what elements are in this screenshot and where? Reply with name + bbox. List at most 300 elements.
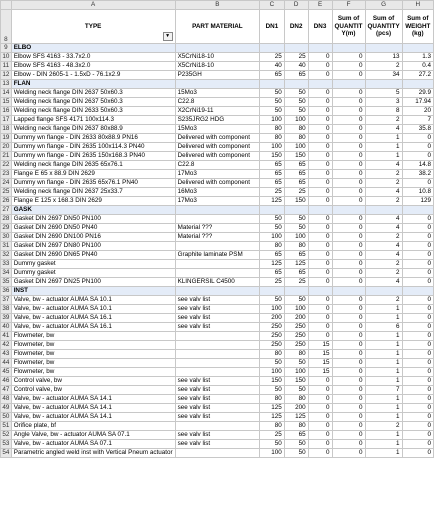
dn1-cell[interactable]: 100 xyxy=(260,368,285,377)
dn3-cell[interactable]: 0 xyxy=(308,98,332,107)
sum-quantity-pcs-cell[interactable]: 2 xyxy=(365,197,402,206)
part-material-cell[interactable]: see valv list xyxy=(175,314,260,323)
sum-quantity-m-cell[interactable]: 0 xyxy=(332,359,365,368)
sum-weight-cell[interactable] xyxy=(402,206,433,215)
dn3-cell[interactable]: 0 xyxy=(308,422,332,431)
type-cell[interactable]: Control valve, bw xyxy=(11,377,175,386)
sum-quantity-m-cell[interactable]: 0 xyxy=(332,125,365,134)
row-number[interactable]: 25 xyxy=(2,188,10,195)
type-cell[interactable]: Gasket DIN 2690 DN100 PN16 xyxy=(11,233,175,242)
sum-quantity-pcs-cell[interactable]: 1 xyxy=(365,404,402,413)
dn2-cell[interactable]: 65 xyxy=(284,431,308,440)
sum-quantity-pcs-cell[interactable]: 4 xyxy=(365,188,402,197)
sum-weight-cell[interactable]: 35.8 xyxy=(402,125,433,134)
sum-quantity-m-cell[interactable]: 0 xyxy=(332,224,365,233)
sum-quantity-m-cell[interactable]: 0 xyxy=(332,350,365,359)
sum-quantity-m-cell[interactable]: 0 xyxy=(332,161,365,170)
dn1-cell[interactable] xyxy=(260,287,285,296)
sum-quantity-m-cell[interactable]: 0 xyxy=(332,431,365,440)
dn2-cell[interactable]: 50 xyxy=(284,386,308,395)
dn2-cell[interactable]: 250 xyxy=(284,341,308,350)
sum-quantity-pcs-cell[interactable]: 4 xyxy=(365,125,402,134)
type-cell[interactable]: Parametric angled weld inst with Vertical Pneum actuator xyxy=(11,449,175,458)
type-cell[interactable]: Flowmeter, bw xyxy=(11,332,175,341)
row-number[interactable]: 10 xyxy=(2,53,10,60)
sum-quantity-m-cell[interactable]: 0 xyxy=(332,305,365,314)
sum-weight-cell[interactable]: 0 xyxy=(402,368,433,377)
sum-quantity-pcs-cell[interactable]: 13 xyxy=(365,53,402,62)
row-number[interactable]: 20 xyxy=(2,143,10,150)
dn3-cell[interactable]: 0 xyxy=(308,188,332,197)
part-material-cell[interactable]: Delivered with component xyxy=(175,134,260,143)
row-number[interactable]: 9 xyxy=(1,44,12,53)
dn1-cell[interactable]: 50 xyxy=(260,98,285,107)
dn3-cell[interactable]: 0 xyxy=(308,125,332,134)
sum-quantity-m-cell[interactable]: 0 xyxy=(332,413,365,422)
dn3-cell[interactable]: 0 xyxy=(308,413,332,422)
part-material-cell[interactable]: 17Mo3 xyxy=(175,197,260,206)
part-material-cell[interactable] xyxy=(175,206,260,215)
dn1-cell[interactable] xyxy=(260,80,285,89)
dn1-cell[interactable]: 25 xyxy=(260,188,285,197)
dn3-cell[interactable]: 0 xyxy=(308,152,332,161)
part-material-cell[interactable]: see valv list xyxy=(175,395,260,404)
part-material-cell[interactable] xyxy=(175,287,260,296)
sum-quantity-m-cell[interactable]: 0 xyxy=(332,233,365,242)
sum-weight-cell[interactable]: 0 xyxy=(402,260,433,269)
dn2-cell[interactable]: 65 xyxy=(284,179,308,188)
type-cell[interactable]: Lapped flange SFS 4171 100x114.3 xyxy=(11,116,175,125)
dn1-cell[interactable]: 250 xyxy=(260,323,285,332)
dn3-cell[interactable] xyxy=(308,80,332,89)
column-header-d[interactable]: D xyxy=(284,1,308,10)
row-number[interactable]: 14 xyxy=(2,89,10,96)
type-cell[interactable]: Valve, bw - actuator AUMA SA 14.1 xyxy=(11,413,175,422)
dn1-cell[interactable]: 80 xyxy=(260,422,285,431)
sum-quantity-pcs-cell[interactable]: 4 xyxy=(365,224,402,233)
sum-weight-cell[interactable]: 0 xyxy=(402,323,433,332)
type-cell[interactable]: Welding neck flange DIN 2635 65x76.1 xyxy=(11,161,175,170)
dn1-cell[interactable]: 80 xyxy=(260,134,285,143)
sum-weight-cell[interactable]: 0 xyxy=(402,134,433,143)
sum-weight-cell[interactable] xyxy=(402,287,433,296)
sum-weight-cell[interactable]: 0 xyxy=(402,332,433,341)
sum-quantity-m-cell[interactable]: 0 xyxy=(332,53,365,62)
part-material-header[interactable]: PART MATERIAL xyxy=(175,10,260,44)
dn2-cell[interactable]: 65 xyxy=(284,161,308,170)
sum-quantity-m-cell[interactable] xyxy=(332,206,365,215)
sum-quantity-pcs-cell[interactable]: 1 xyxy=(365,449,402,458)
sum-weight-cell[interactable]: 0 xyxy=(402,440,433,449)
dn1-cell[interactable]: 100 xyxy=(260,143,285,152)
sum-quantity-pcs-cell[interactable]: 1 xyxy=(365,395,402,404)
type-cell[interactable]: Orifice plate, bf xyxy=(11,422,175,431)
sum-quantity-pcs-cell[interactable]: 1 xyxy=(365,152,402,161)
sum-weight-cell[interactable]: 17.94 xyxy=(402,98,433,107)
dn1-cell[interactable]: 250 xyxy=(260,332,285,341)
dn1-cell[interactable] xyxy=(260,206,285,215)
sum-weight-cell[interactable]: 1.3 xyxy=(402,53,433,62)
sum-quantity-m-cell[interactable]: 0 xyxy=(332,188,365,197)
dn1-cell[interactable]: 25 xyxy=(260,53,285,62)
sum-quantity-pcs-cell[interactable]: 4 xyxy=(365,161,402,170)
dn2-cell[interactable]: 50 xyxy=(284,215,308,224)
dn2-cell[interactable]: 65 xyxy=(284,251,308,260)
type-header-cell[interactable] xyxy=(11,10,175,44)
dn1-cell[interactable]: 65 xyxy=(260,161,285,170)
type-cell[interactable]: Flowmeter, bw xyxy=(11,359,175,368)
sum-quantity-pcs-cell[interactable]: 2 xyxy=(365,62,402,71)
dn3-cell[interactable]: 0 xyxy=(308,440,332,449)
row-number[interactable]: 43 xyxy=(2,350,10,357)
dn2-cell[interactable]: 50 xyxy=(284,296,308,305)
sum-quantity-m-cell[interactable]: 0 xyxy=(332,269,365,278)
dn1-cell[interactable]: 65 xyxy=(260,269,285,278)
dn1-cell[interactable]: 150 xyxy=(260,377,285,386)
dn2-cell[interactable] xyxy=(284,206,308,215)
sum-quantity-pcs-cell[interactable]: 1 xyxy=(365,368,402,377)
part-material-cell[interactable]: 16Mo3 xyxy=(175,188,260,197)
part-material-cell[interactable]: Delivered with component xyxy=(175,152,260,161)
part-material-cell[interactable] xyxy=(175,80,260,89)
dn2-cell[interactable]: 100 xyxy=(284,368,308,377)
sum-quantity-m-cell[interactable]: 0 xyxy=(332,107,365,116)
sum-weight-cell[interactable]: 27.2 xyxy=(402,71,433,80)
dn3-cell[interactable]: 0 xyxy=(308,107,332,116)
column-header-a[interactable]: A xyxy=(11,1,175,10)
sum-quantity-pcs-cell[interactable]: 1 xyxy=(365,413,402,422)
sum-weight-cell[interactable]: 0.4 xyxy=(402,62,433,71)
type-cell[interactable]: Valve, bw - actuator AUMA SA 10.1 xyxy=(11,296,175,305)
sum-weight-cell[interactable]: 10.8 xyxy=(402,188,433,197)
sum-weight-cell[interactable]: 0 xyxy=(402,386,433,395)
sum-quantity-m-cell[interactable]: 0 xyxy=(332,332,365,341)
sum-weight-cell[interactable]: 0 xyxy=(402,413,433,422)
type-cell[interactable]: Welding neck flange DIN 2637 50x60.3 xyxy=(11,89,175,98)
sum-weight-cell[interactable]: 0 xyxy=(402,377,433,386)
row-number[interactable]: 45 xyxy=(2,368,10,375)
row-number[interactable]: 28 xyxy=(2,215,10,222)
dn2-cell[interactable]: 80 xyxy=(284,350,308,359)
dn3-cell[interactable] xyxy=(308,287,332,296)
dn2-cell[interactable]: 25 xyxy=(284,53,308,62)
type-cell[interactable]: Control valve, bw xyxy=(11,386,175,395)
type-cell[interactable]: Dummy gasket xyxy=(11,260,175,269)
dn2-cell[interactable]: 200 xyxy=(284,404,308,413)
sum-weight-cell[interactable]: 7 xyxy=(402,116,433,125)
part-material-cell[interactable] xyxy=(175,44,260,53)
part-material-cell[interactable]: Material ??? xyxy=(175,224,260,233)
sum-quantity-m-cell[interactable]: 0 xyxy=(332,143,365,152)
row-number[interactable]: 22 xyxy=(2,161,10,168)
sum-quantity-m-cell[interactable]: 0 xyxy=(332,296,365,305)
sum-quantity-pcs-cell[interactable]: 34 xyxy=(365,71,402,80)
sum-weight-cell[interactable]: 0 xyxy=(402,233,433,242)
type-cell[interactable]: Welding neck flange DIN 2637 80x88.9 xyxy=(11,125,175,134)
sum-weight-cell[interactable]: 0 xyxy=(402,431,433,440)
dn2-cell[interactable]: 80 xyxy=(284,422,308,431)
row-number[interactable]: 13 xyxy=(2,80,10,87)
dn3-cell[interactable]: 0 xyxy=(308,395,332,404)
part-material-cell[interactable]: see valv list xyxy=(175,323,260,332)
type-cell[interactable]: Angle Valve, bw - actuator AUMA SA 07.1 xyxy=(11,431,175,440)
sum-quantity-m-cell[interactable] xyxy=(332,287,365,296)
dn3-cell[interactable] xyxy=(308,206,332,215)
type-cell[interactable]: Gasket DIN 2690 DN50 PN40 xyxy=(11,224,175,233)
dn2-cell[interactable]: 80 xyxy=(284,125,308,134)
part-material-cell[interactable]: see valv list xyxy=(175,440,260,449)
row-number[interactable]: 48 xyxy=(2,395,10,402)
sum-quantity-m-cell[interactable]: 0 xyxy=(332,368,365,377)
dn2-cell[interactable]: 150 xyxy=(284,152,308,161)
part-material-cell[interactable]: C22.8 xyxy=(175,98,260,107)
dn3-cell[interactable]: 0 xyxy=(308,89,332,98)
sum-weight-header[interactable]: Sum of WEIGHT (kg) xyxy=(402,10,433,44)
sum-weight-cell[interactable]: 0 xyxy=(402,278,433,287)
dn1-cell[interactable]: 50 xyxy=(260,359,285,368)
sum-quantity-m-cell[interactable]: 0 xyxy=(332,170,365,179)
dn3-cell[interactable]: 0 xyxy=(308,197,332,206)
type-cell[interactable]: Dummy wn flange - DIN 2635 100x114.3 PN40 xyxy=(11,143,175,152)
part-material-cell[interactable] xyxy=(175,359,260,368)
sum-quantity-pcs-cell[interactable]: 3 xyxy=(365,98,402,107)
dn1-cell[interactable]: 125 xyxy=(260,260,285,269)
type-cell[interactable]: Valve, bw - actuator AUMA SA 14.1 xyxy=(11,395,175,404)
sum-weight-cell[interactable]: 129 xyxy=(402,197,433,206)
dn3-cell[interactable]: 15 xyxy=(308,359,332,368)
dn3-cell[interactable]: 0 xyxy=(308,242,332,251)
type-cell[interactable]: Dummy wn flange - DIN 2635 65x76.1 PN40 xyxy=(11,179,175,188)
sum-quantity-m-cell[interactable]: 0 xyxy=(332,395,365,404)
sum-weight-cell[interactable] xyxy=(402,44,433,53)
row-number[interactable]: 54 xyxy=(2,449,10,456)
dn2-cell[interactable]: 200 xyxy=(284,314,308,323)
type-cell[interactable]: Flowmeter, bw xyxy=(11,341,175,350)
row-number[interactable]: 18 xyxy=(2,125,10,132)
row-number[interactable]: 40 xyxy=(2,323,10,330)
dn3-cell[interactable]: 15 xyxy=(308,341,332,350)
sum-quantity-pcs-cell[interactable]: 1 xyxy=(365,143,402,152)
sum-quantity-m-cell[interactable]: 0 xyxy=(332,242,365,251)
sum-weight-cell[interactable]: 0 xyxy=(402,242,433,251)
type-cell[interactable]: Valve, bw - actuator AUMA SA 16.1 xyxy=(11,314,175,323)
part-material-cell[interactable] xyxy=(175,449,260,458)
part-material-cell[interactable]: X5CrNi18-10 xyxy=(175,62,260,71)
sum-quantity-pcs-cell[interactable]: 4 xyxy=(365,278,402,287)
column-header-e[interactable]: E xyxy=(308,1,332,10)
part-material-cell[interactable]: 15Mo3 xyxy=(175,125,260,134)
sum-weight-cell[interactable] xyxy=(402,80,433,89)
sum-weight-cell[interactable]: 14.8 xyxy=(402,161,433,170)
dn2-cell[interactable]: 25 xyxy=(284,278,308,287)
dn3-cell[interactable]: 0 xyxy=(308,71,332,80)
sum-weight-cell[interactable]: 0 xyxy=(402,350,433,359)
part-material-cell[interactable]: see valv list xyxy=(175,305,260,314)
sum-quantity-m-cell[interactable]: 0 xyxy=(332,152,365,161)
sum-quantity-pcs-cell[interactable]: 2 xyxy=(365,260,402,269)
type-cell[interactable]: Dummy wn flange - DIN 2635 150x168.3 PN40 xyxy=(11,152,175,161)
sum-quantity-m-cell[interactable]: 0 xyxy=(332,449,365,458)
dn2-cell[interactable]: 250 xyxy=(284,323,308,332)
dn1-cell[interactable]: 50 xyxy=(260,386,285,395)
part-material-cell[interactable]: 15Mo3 xyxy=(175,89,260,98)
sum-weight-cell[interactable]: 0 xyxy=(402,251,433,260)
sum-weight-cell[interactable]: 0 xyxy=(402,269,433,278)
dn2-header[interactable]: DN2 xyxy=(284,10,308,44)
type-cell[interactable]: Elbow SFS 4163 - 33.7x2.0 xyxy=(11,53,175,62)
sum-quantity-pcs-cell[interactable]: 2 xyxy=(365,422,402,431)
row-number[interactable]: 19 xyxy=(2,134,10,141)
part-material-cell[interactable]: see valv list xyxy=(175,386,260,395)
sum-quantity-pcs-cell[interactable]: 1 xyxy=(365,359,402,368)
sum-quantity-m-cell[interactable]: 0 xyxy=(332,98,365,107)
filter-dropdown-icon[interactable]: ▼ xyxy=(163,32,173,41)
part-material-cell[interactable]: see valv list xyxy=(175,404,260,413)
dn2-cell[interactable]: 150 xyxy=(284,377,308,386)
sum-weight-cell[interactable]: 0 xyxy=(402,296,433,305)
row-number[interactable]: 31 xyxy=(2,242,10,249)
sum-weight-cell[interactable]: 0 xyxy=(402,179,433,188)
dn2-cell[interactable] xyxy=(284,80,308,89)
row-number[interactable]: 26 xyxy=(2,197,10,204)
sum-quantity-m-cell[interactable]: 0 xyxy=(332,116,365,125)
sum-quantity-m-cell[interactable]: 0 xyxy=(332,278,365,287)
row-number[interactable]: 38 xyxy=(2,305,10,312)
dn1-cell[interactable]: 100 xyxy=(260,116,285,125)
dn1-cell[interactable]: 65 xyxy=(260,251,285,260)
row-number[interactable]: 47 xyxy=(2,386,10,393)
row-number[interactable]: 21 xyxy=(2,152,10,159)
dn2-cell[interactable]: 50 xyxy=(284,107,308,116)
type-cell[interactable]: Valve, bw - actuator AUMA SA 10.1 xyxy=(11,305,175,314)
part-material-cell[interactable] xyxy=(175,242,260,251)
type-cell[interactable]: Valve, bw - actuator AUMA SA 07.1 xyxy=(11,440,175,449)
dn1-cell[interactable]: 50 xyxy=(260,107,285,116)
dn1-cell[interactable] xyxy=(260,44,285,53)
type-cell[interactable]: GASK xyxy=(11,206,175,215)
dn3-cell[interactable]: 0 xyxy=(308,323,332,332)
row-number[interactable]: 42 xyxy=(2,341,10,348)
part-material-cell[interactable] xyxy=(175,260,260,269)
dn2-cell[interactable]: 80 xyxy=(284,134,308,143)
type-cell[interactable]: Gasket DIN 2697 DN80 PN100 xyxy=(11,242,175,251)
sum-quantity-pcs-cell[interactable]: 1 xyxy=(365,431,402,440)
dn3-cell[interactable]: 0 xyxy=(308,377,332,386)
dn3-cell[interactable]: 15 xyxy=(308,368,332,377)
sum-quantity-m-cell[interactable]: 0 xyxy=(332,377,365,386)
dn1-cell[interactable]: 80 xyxy=(260,125,285,134)
row-number[interactable]: 51 xyxy=(2,422,10,429)
dn3-cell[interactable]: 0 xyxy=(308,386,332,395)
sum-quantity-pcs-cell[interactable]: 1 xyxy=(365,134,402,143)
row-number[interactable]: 52 xyxy=(2,431,10,438)
sum-quantity-m-cell[interactable]: 0 xyxy=(332,197,365,206)
dn3-cell[interactable]: 0 xyxy=(308,449,332,458)
sum-quantity-pcs-cell[interactable]: 4 xyxy=(365,242,402,251)
row-number[interactable]: 39 xyxy=(2,314,10,321)
column-header-f[interactable]: F xyxy=(332,1,365,10)
row-number[interactable]: 29 xyxy=(2,224,10,231)
dn1-cell[interactable]: 200 xyxy=(260,314,285,323)
sum-quantity-pcs-cell[interactable]: 2 xyxy=(365,233,402,242)
dn2-cell[interactable]: 80 xyxy=(284,395,308,404)
dn1-cell[interactable]: 80 xyxy=(260,395,285,404)
row-number[interactable]: 16 xyxy=(2,107,10,114)
dn1-cell[interactable]: 50 xyxy=(260,89,285,98)
dn3-cell[interactable]: 0 xyxy=(308,404,332,413)
row-number[interactable]: 36 xyxy=(2,287,10,294)
type-cell[interactable]: Flange E 125 x 168.3 DIN 2629 xyxy=(11,197,175,206)
dn2-cell[interactable]: 50 xyxy=(284,224,308,233)
sum-quantity-pcs-cell[interactable]: 2 xyxy=(365,296,402,305)
dn3-cell[interactable]: 0 xyxy=(308,233,332,242)
dn3-cell[interactable]: 0 xyxy=(308,251,332,260)
sum-quantity-m-cell[interactable]: 0 xyxy=(332,215,365,224)
dn1-cell[interactable]: 65 xyxy=(260,179,285,188)
row-number[interactable]: 41 xyxy=(2,332,10,339)
sum-quantity-pcs-cell[interactable]: 2 xyxy=(365,179,402,188)
dn2-cell[interactable]: 40 xyxy=(284,62,308,71)
part-material-cell[interactable] xyxy=(175,422,260,431)
type-cell[interactable]: Valve, bw - actuator AUMA SA 16.1 xyxy=(11,323,175,332)
dn1-cell[interactable]: 50 xyxy=(260,440,285,449)
type-cell[interactable]: Gasket DIN 2690 DN65 PN40 xyxy=(11,251,175,260)
sum-quantity-m-cell[interactable]: 0 xyxy=(332,422,365,431)
sum-quantity-pcs-cell[interactable]: 1 xyxy=(365,341,402,350)
row-number[interactable]: 37 xyxy=(2,296,10,303)
row-number[interactable]: 33 xyxy=(2,260,10,267)
sum-quantity-m-cell[interactable]: 0 xyxy=(332,260,365,269)
sum-quantity-m-cell[interactable]: 0 xyxy=(332,179,365,188)
dn3-cell[interactable]: 0 xyxy=(308,305,332,314)
part-material-cell[interactable] xyxy=(175,332,260,341)
dn3-cell[interactable]: 0 xyxy=(308,161,332,170)
sum-quantity-pcs-cell[interactable] xyxy=(365,287,402,296)
dn2-cell[interactable]: 125 xyxy=(284,260,308,269)
sum-quantity-m-cell[interactable]: 0 xyxy=(332,89,365,98)
dn3-cell[interactable]: 15 xyxy=(308,350,332,359)
row-number[interactable]: 46 xyxy=(2,377,10,384)
column-header-b[interactable]: B xyxy=(175,1,260,10)
sum-quantity-pcs-cell[interactable]: 4 xyxy=(365,251,402,260)
sum-quantity-pcs-cell[interactable]: 1 xyxy=(365,314,402,323)
sum-quantity-pcs-cell[interactable] xyxy=(365,80,402,89)
dn3-cell[interactable]: 0 xyxy=(308,296,332,305)
sum-quantity-pcs-cell[interactable] xyxy=(365,206,402,215)
part-material-cell[interactable] xyxy=(175,341,260,350)
dn2-cell[interactable]: 100 xyxy=(284,305,308,314)
row-number[interactable]: 27 xyxy=(2,206,10,213)
dn1-cell[interactable]: 50 xyxy=(260,296,285,305)
dn3-cell[interactable]: 0 xyxy=(308,116,332,125)
part-material-cell[interactable]: C22.8 xyxy=(175,161,260,170)
dn2-cell[interactable]: 50 xyxy=(284,89,308,98)
sum-quantity-m-cell[interactable]: 0 xyxy=(332,341,365,350)
dn1-cell[interactable]: 25 xyxy=(260,278,285,287)
sum-weight-cell[interactable]: 0 xyxy=(402,215,433,224)
sum-quantity-pcs-cell[interactable]: 5 xyxy=(365,89,402,98)
dn3-cell[interactable]: 0 xyxy=(308,215,332,224)
sum-quantity-m-cell[interactable]: 0 xyxy=(332,386,365,395)
dn3-cell[interactable]: 0 xyxy=(308,224,332,233)
type-cell[interactable]: INST xyxy=(11,287,175,296)
part-material-cell[interactable]: S235JRG2 HDG xyxy=(175,116,260,125)
dn2-cell[interactable]: 65 xyxy=(284,170,308,179)
type-cell[interactable]: Flange E 65 x 88.9 DIN 2629 xyxy=(11,170,175,179)
dn2-cell[interactable]: 250 xyxy=(284,332,308,341)
dn3-cell[interactable]: 0 xyxy=(308,179,332,188)
type-cell[interactable]: Welding neck flange DIN 2637 50x60.3 xyxy=(11,98,175,107)
